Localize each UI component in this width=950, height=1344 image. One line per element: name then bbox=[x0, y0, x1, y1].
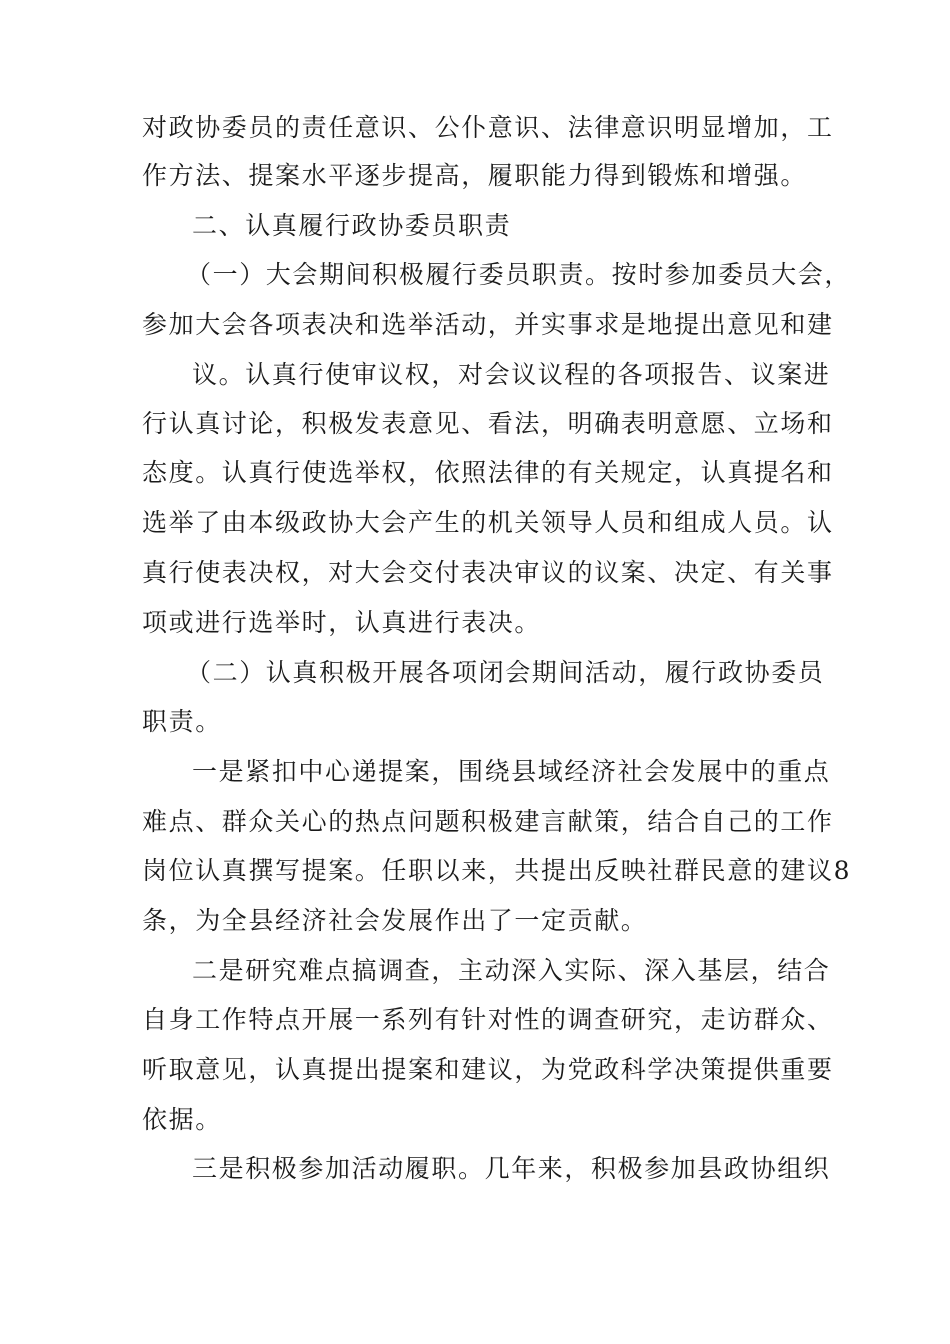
text-line: 行认真讨论，积极发表意见、看法，明确表明意愿、立场和 bbox=[142, 409, 834, 438]
subsection-heading: （二）认真积极开展各项闭会期间活动，履行政协委员 bbox=[186, 658, 825, 687]
text-line: 二是研究难点搞调查，主动深入实际、深入基层，结合 bbox=[192, 956, 831, 985]
subsection-heading: （一）大会期间积极履行委员职责。按时参加委员大会， bbox=[186, 260, 852, 289]
text-line: 议。认真行使审议权，对会议议程的各项报告、议案进 bbox=[192, 360, 831, 389]
text-line: 条，为全县经济社会发展作出了一定贡献。 bbox=[142, 906, 648, 935]
text-line: 职责。 bbox=[142, 707, 222, 736]
text-line: 作方法、提案水平逐步提高，履职能力得到锻炼和增强。 bbox=[142, 161, 808, 190]
text-line: 难点、群众关心的热点问题积极建言献策，结合自己的工作 bbox=[142, 807, 834, 836]
text-line: 岗位认真撰写提案。任职以来，共提出反映社群民意的建议8 bbox=[142, 856, 852, 885]
section-heading: 二、认真履行政协委员职责 bbox=[192, 211, 512, 240]
text-line: 选举了由本级政协大会产生的机关领导人员和组成人员。认 bbox=[142, 508, 834, 537]
text-line: 态度。认真行使选举权，依照法律的有关规定，认真提名和 bbox=[142, 458, 834, 487]
text-line: 对政协委员的责任意识、公仆意识、法律意识明显增加，工 bbox=[142, 113, 834, 142]
text-line: 一是紧扣中心递提案，围绕县域经济社会发展中的重点 bbox=[192, 757, 831, 786]
text-line: 自身工作特点开展一系列有针对性的调查研究，走访群众、 bbox=[142, 1005, 834, 1034]
text-line: 三是积极参加活动履职。几年来，积极参加县政协组织 bbox=[192, 1154, 831, 1183]
text-line: 听取意见，认真提出提案和建议，为党政科学决策提供重要 bbox=[142, 1055, 834, 1084]
text-line: 项或进行选举时，认真进行表决。 bbox=[142, 608, 542, 637]
text-line: 参加大会各项表决和选举活动，并实事求是地提出意见和建 bbox=[142, 310, 834, 339]
text-line: 真行使表决权，对大会交付表决审议的议案、决定、有关事 bbox=[142, 558, 834, 587]
text-line: 依据。 bbox=[142, 1105, 222, 1134]
